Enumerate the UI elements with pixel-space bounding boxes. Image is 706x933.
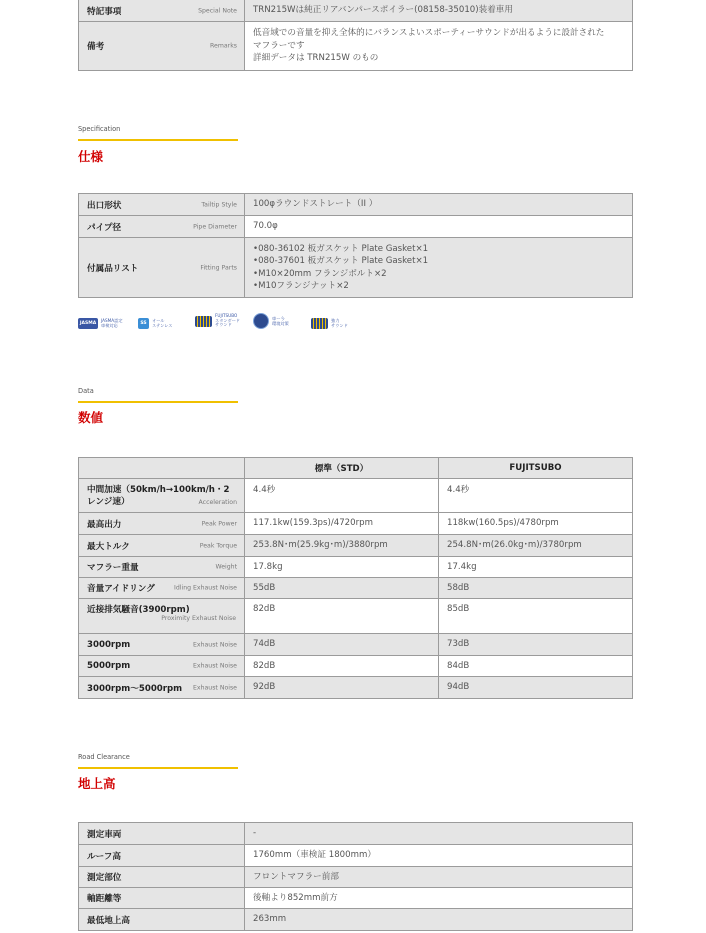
clearance-section-en: Road Clearance xyxy=(78,753,130,761)
table-row xyxy=(79,513,633,535)
std-value: 92dB xyxy=(245,677,439,699)
table-row xyxy=(79,823,633,845)
row-label: パイプ径 Pipe Diameter xyxy=(79,216,245,238)
spec-section-en: Specification xyxy=(78,125,121,133)
std-value: 74dB xyxy=(245,634,439,656)
power-sound-logo-icon: 強力 サウンド xyxy=(311,316,348,330)
table-row xyxy=(79,888,633,909)
row-label: 中間加速（50km/h→100km/h・2レンジ速） Acceleration xyxy=(79,479,245,513)
table-row xyxy=(79,0,633,22)
table-row xyxy=(79,578,633,599)
table-row xyxy=(79,845,633,867)
header-blank xyxy=(79,458,245,479)
row-label: 付属品リスト Fitting Parts xyxy=(79,238,245,298)
row-label: 測定車両 xyxy=(79,823,245,845)
row-label: 備考 Remarks xyxy=(79,22,245,71)
std-value: 55dB xyxy=(245,578,439,599)
std-value: 82dB xyxy=(245,656,439,677)
pipe-diameter-value: 70.0φ xyxy=(245,216,633,238)
clearance-value: 263mm xyxy=(245,909,633,931)
fujitsubo-value: 84dB xyxy=(439,656,633,677)
row-label: 出口形状 Tailtip Style xyxy=(79,194,245,216)
std-value: 17.8kg xyxy=(245,557,439,578)
fujitsubo-value: 4.4秒 xyxy=(439,479,633,513)
jasma-logo-icon: JASMA JASMA認定 車検対応 xyxy=(79,318,123,328)
table-row xyxy=(79,634,633,656)
row-label: 5000rpm Exhaust Noise xyxy=(79,656,245,677)
row-label: 最低地上高 xyxy=(79,909,245,931)
spec-table xyxy=(78,193,633,298)
clearance-section-title: 地上高 xyxy=(78,776,116,791)
stainless-logo-icon: SS オール ステンレス xyxy=(138,316,172,330)
std-value: 253.8N･m(25.9kg･m)/3880rpm xyxy=(245,535,439,557)
row-label: マフラー重量 Weight xyxy=(79,557,245,578)
row-label: 軸距離等 xyxy=(79,888,245,909)
remarks-value: 低音域での音量を抑え全体的にバランスよいスポーティーサウンドが出るように設計された マフラーです 詳細データは TRN215W のもの xyxy=(245,22,633,71)
table-row xyxy=(79,656,633,677)
fujitsubo-value: 58dB xyxy=(439,578,633,599)
fitting-parts-value: •080-36102 板ガスケット Plate Gasket×1 •080-37601 板ガスケット Plate Gasket×1 •M10×20mm フランジボルト×2 •M10フランジナット×2 xyxy=(245,238,633,298)
row-label: 3000rpm Exhaust Noise xyxy=(79,634,245,656)
row-label: 最大トルク Peak Torque xyxy=(79,535,245,557)
data-table xyxy=(78,457,633,699)
clearance-section-underline xyxy=(78,767,238,769)
table-row xyxy=(79,216,633,238)
fujitsubo-value: 73dB xyxy=(439,634,633,656)
table-row xyxy=(79,599,633,634)
clearance-table xyxy=(78,822,633,931)
fujitsubo-value: 94dB xyxy=(439,677,633,699)
fujitsubo-value: 118kw(160.5ps)/4780rpm xyxy=(439,513,633,535)
tailtip-value: 100φラウンドストレート（II ） xyxy=(245,194,633,216)
table-row xyxy=(79,194,633,216)
header-fujitsubo: FUJITSUBO xyxy=(439,458,633,479)
table-row xyxy=(79,479,633,513)
data-section-title: 数値 xyxy=(78,410,104,425)
table-row xyxy=(79,909,633,931)
table-row xyxy=(79,22,633,71)
std-value: 117.1kw(159.3ps)/4720rpm xyxy=(245,513,439,535)
spec-section-title: 仕様 xyxy=(78,149,104,164)
clearance-value: 1760mm（車検証 1800mm） xyxy=(245,845,633,867)
std-value: 4.4秒 xyxy=(245,479,439,513)
eco-logo-icon: 車ー今 環境対策 xyxy=(253,314,289,328)
clearance-value: - xyxy=(245,823,633,845)
fujitsubo-value: 17.4kg xyxy=(439,557,633,578)
row-label: 特記事項 Special Note xyxy=(79,0,245,22)
row-label: ルーフ高 xyxy=(79,845,245,867)
data-section-underline xyxy=(78,401,238,403)
data-section-en: Data xyxy=(78,387,94,395)
table-row xyxy=(79,535,633,557)
row-label: 測定部位 xyxy=(79,867,245,888)
standard-sound-logo-icon: FUJITSUBO スタンダード サウンド xyxy=(195,314,240,328)
spec-section-underline xyxy=(78,139,238,141)
special-note-value: TRN215Wは純正リアバンパースポイラー(08158-35010)装着車用 xyxy=(245,0,633,22)
row-label: 近接排気騒音(3900rpm) Proximity Exhaust Noise xyxy=(79,599,245,634)
std-value: 82dB xyxy=(245,599,439,634)
table-row xyxy=(79,677,633,699)
notes-table xyxy=(78,0,633,71)
fujitsubo-value: 254.8N･m(26.0kg･m)/3780rpm xyxy=(439,535,633,557)
table-row xyxy=(79,238,633,298)
row-label: 音量アイドリング Idling Exhaust Noise xyxy=(79,578,245,599)
clearance-value: フロントマフラー前部 xyxy=(245,867,633,888)
clearance-value: 後軸より852mm前方 xyxy=(245,888,633,909)
table-row xyxy=(79,867,633,888)
row-label: 3000rpm～5000rpm Exhaust Noise xyxy=(79,677,245,699)
fujitsubo-value: 85dB xyxy=(439,599,633,634)
header-std: 標準（STD） xyxy=(245,458,439,479)
table-header-row xyxy=(79,458,633,479)
table-row xyxy=(79,557,633,578)
row-label: 最高出力 Peak Power xyxy=(79,513,245,535)
